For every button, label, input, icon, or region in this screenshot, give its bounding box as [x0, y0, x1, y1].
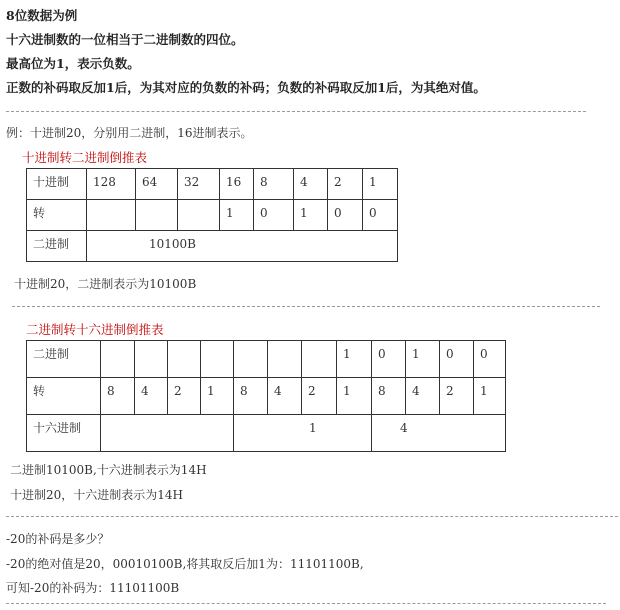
- table-row: [27, 415, 506, 452]
- table1-row3-label: 二进制: [27, 231, 87, 262]
- table-cell: [178, 200, 220, 231]
- divider-3: [6, 516, 618, 517]
- table-cell: 1: [337, 341, 372, 378]
- table-cell: 8: [372, 378, 406, 415]
- table-cell: [101, 341, 135, 378]
- complement-question: -20的补码是多少？: [6, 532, 110, 546]
- decimal-to-binary-table: [26, 168, 398, 262]
- hex-digit-low: 4: [372, 415, 506, 452]
- table-row: [27, 169, 398, 200]
- table-cell: [268, 341, 302, 378]
- table-cell: [87, 200, 136, 231]
- binary-to-hex-table: [26, 340, 506, 452]
- complement-line-1: -20的绝对值是20，00010100B,将其取反后加1为：11101100B,: [6, 557, 364, 571]
- table-cell: 8: [101, 378, 135, 415]
- table-cell: [101, 415, 234, 452]
- hex-digit-high: 1: [234, 415, 372, 452]
- table-cell: 0: [372, 341, 406, 378]
- intro-line-4: 正数的补码取反加1后，为其对应的负数的补码；负数的补码取反加1后，为其绝对值。: [6, 80, 486, 95]
- table-cell: 0: [474, 341, 506, 378]
- table-cell: 128: [87, 169, 136, 200]
- table-cell: 4: [406, 378, 440, 415]
- table2-row2-label: 转: [27, 378, 101, 415]
- divider-1: [6, 111, 586, 112]
- table-cell: 0: [328, 200, 363, 231]
- table-cell: 8: [234, 378, 268, 415]
- table-cell: [302, 341, 337, 378]
- divider-2: [12, 306, 600, 307]
- table1-binary-value: 10100B: [87, 231, 398, 262]
- table-cell: 2: [328, 169, 363, 200]
- table-cell: 0: [363, 200, 398, 231]
- table-cell: 4: [135, 378, 168, 415]
- table-cell: 1: [294, 200, 328, 231]
- table2-caption-2: 十进制20，十六进制表示为14H: [10, 488, 184, 502]
- table-cell: 2: [302, 378, 337, 415]
- intro-line-2: 十六进制数的一位相当于二进制数的四位。: [6, 32, 244, 47]
- table-cell: [168, 341, 201, 378]
- table-cell: 1: [220, 200, 254, 231]
- table-cell: 4: [268, 378, 302, 415]
- table-row: [27, 341, 506, 378]
- table1-title: 十进制转二进制倒推表: [22, 150, 148, 165]
- divider-4: [6, 603, 606, 604]
- intro-line-3: 最高位为1，表示负数。: [6, 56, 140, 71]
- complement-line-2: 可知-20的补码为：11101100B: [6, 581, 180, 595]
- table1-row1-label: 十进制: [27, 169, 87, 200]
- table-cell: 2: [440, 378, 474, 415]
- table-cell: [135, 341, 168, 378]
- table-cell: [234, 341, 268, 378]
- table-cell: 8: [254, 169, 294, 200]
- table-row: [27, 378, 506, 415]
- table2-caption-1: 二进制10100B,十六进制表示为14H: [10, 463, 207, 477]
- table2-title: 二进制转十六进制倒推表: [26, 322, 164, 337]
- table-row: [27, 200, 398, 231]
- table-cell: 1: [363, 169, 398, 200]
- table-cell: 64: [136, 169, 178, 200]
- table1-row2-label: 转: [27, 200, 87, 231]
- table-cell: 1: [406, 341, 440, 378]
- table2-row1-label: 二进制: [27, 341, 101, 378]
- table-cell: 2: [168, 378, 201, 415]
- table-cell: 0: [254, 200, 294, 231]
- table-cell: [201, 341, 234, 378]
- table-cell: 1: [337, 378, 372, 415]
- table-cell: 0: [440, 341, 474, 378]
- table-cell: 32: [178, 169, 220, 200]
- table-cell: 1: [201, 378, 234, 415]
- table-cell: [136, 200, 178, 231]
- table2-row3-label: 十六进制: [27, 415, 101, 452]
- table-cell: 1: [474, 378, 506, 415]
- intro-line-1: 8位数据为例: [6, 8, 78, 23]
- table-cell: 4: [294, 169, 328, 200]
- table-cell: 16: [220, 169, 254, 200]
- example-text: 例：十进制20，分别用二进制，16进制表示。: [6, 126, 253, 140]
- table-row: [27, 231, 398, 262]
- table1-caption: 十进制20，二进制表示为10100B: [14, 277, 197, 291]
